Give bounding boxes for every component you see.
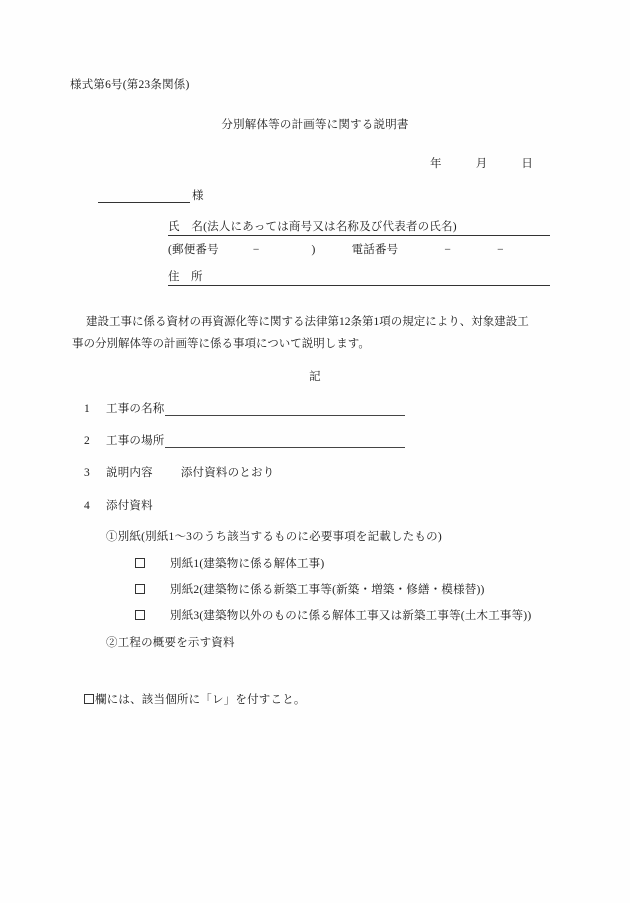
checkbox-label-besshi-3: 別紙3(建築物以外のものに係る解体工事又は新築工事等(土木工事等)) [170, 610, 532, 622]
checkbox-label-besshi-1: 別紙1(建築物に係る解体工事) [170, 558, 325, 570]
item-3-value: 添付資料のとおり [180, 467, 275, 479]
item-4-number: 4 [84, 500, 90, 512]
attachment-second: ②工程の概要を示す資料 [106, 637, 235, 649]
item-1-input-rule[interactable] [165, 403, 405, 416]
checkbox-row-besshi-2[interactable] [135, 583, 485, 597]
tel-label: 電話番号 [351, 244, 399, 256]
submitter-name-label: 氏 名(法人にあっては商号又は名称及び代表者の氏名) [168, 221, 457, 233]
addressee-line [98, 189, 204, 203]
item-3-label: 説明内容 [106, 467, 153, 479]
body-line-1: 建設工事に係る資材の再資源化等に関する法律第12条第1項の規定により、対象建設工 [86, 316, 529, 328]
tel-dash-2: − [497, 244, 504, 256]
checkbox-row-besshi-3[interactable] [135, 609, 531, 623]
item-2-number: 2 [84, 435, 90, 447]
date-line [430, 157, 533, 171]
zip-close-paren: ) [311, 244, 316, 256]
document-title: 分別解体等の計画等に関する説明書 [221, 119, 409, 131]
body-line-2: 事の分別解体等の計画等に係る事項について説明します。 [72, 338, 370, 350]
tel-dash-1: − [444, 244, 452, 256]
checkbox-icon[interactable] [135, 584, 145, 594]
attachment-first: ①別紙(別紙1〜3のうち該当するものに必要事項を記載したもの) [106, 531, 442, 543]
item-4-label: 添付資料 [106, 500, 153, 512]
zip-tel-row [168, 243, 504, 257]
date-day-label: 日 [521, 158, 534, 170]
footnote-line [84, 693, 306, 707]
item-1-number: 1 [84, 403, 90, 415]
zip-label: (郵便番号 [168, 244, 219, 256]
date-month-label: 月 [475, 158, 488, 170]
addressee-suffix: 様 [192, 190, 204, 202]
submitter-name-row[interactable] [168, 220, 550, 236]
zip-dash: − [252, 244, 260, 256]
addressee-input-rule[interactable] [98, 189, 190, 203]
item-explanation-content [84, 466, 274, 480]
form-number: 様式第6号(第23条関係) [70, 79, 190, 91]
ki-heading: 記 [309, 371, 321, 383]
item-work-name [84, 402, 405, 416]
item-2-input-rule[interactable] [165, 435, 405, 448]
body-paragraph [72, 311, 550, 355]
date-year-label: 年 [430, 158, 442, 170]
checkbox-icon[interactable] [135, 558, 145, 568]
submitter-address-label: 住 所 [168, 271, 203, 283]
checkbox-icon [84, 694, 94, 704]
item-1-label: 工事の名称 [106, 403, 165, 415]
item-2-label: 工事の場所 [106, 435, 165, 447]
item-3-number: 3 [84, 467, 90, 479]
checkbox-row-besshi-1[interactable] [135, 557, 324, 571]
item-work-location [84, 434, 405, 448]
submitter-address-row[interactable] [168, 270, 550, 286]
checkbox-label-besshi-2: 別紙2(建築物に係る新築工事等(新築・増築・修繕・模様替)) [170, 584, 485, 596]
checkbox-icon[interactable] [135, 610, 145, 620]
footnote-text: 欄には、該当個所に「レ」を付すこと。 [95, 694, 306, 706]
item-attachments [84, 499, 153, 513]
